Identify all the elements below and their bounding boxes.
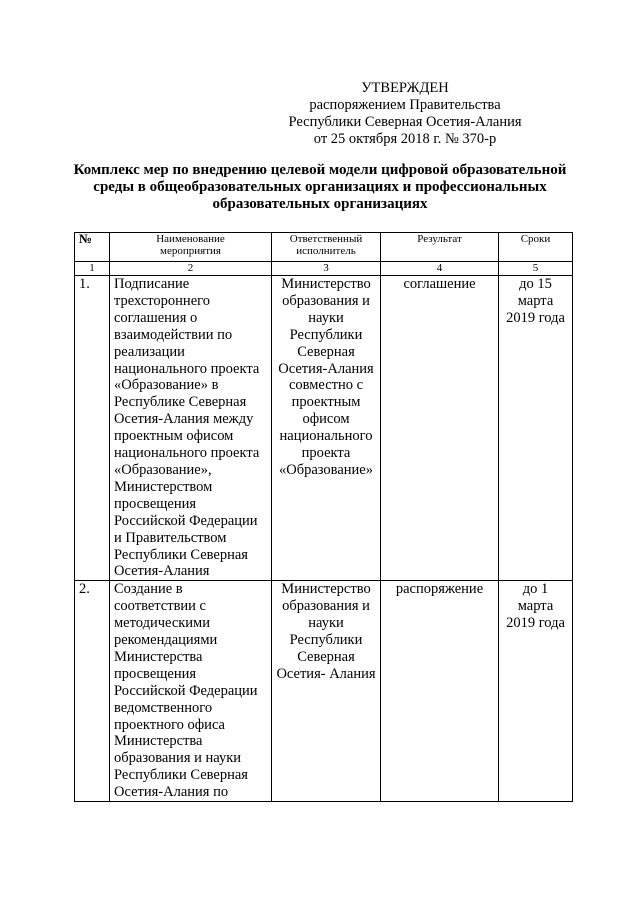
measure-name-line: Осетия-Алания по (114, 784, 229, 801)
measure-name-line: Республики Северная (114, 546, 248, 563)
measure-name-line: Министерства (114, 733, 203, 750)
measure-name (110, 276, 272, 581)
document-title (60, 162, 580, 213)
responsible-executor-line: Республики (289, 632, 363, 649)
header-executor-line: Ответственный (289, 233, 363, 245)
header-num: № (75, 233, 110, 262)
measure-name-line: Республики Северная (114, 767, 248, 784)
responsible-executor-line: науки (308, 615, 344, 632)
responsible-executor-line: офисом (302, 411, 350, 428)
table-row (75, 581, 573, 802)
header-result: Результат (381, 233, 499, 262)
title-line: образовательных организациях (212, 196, 428, 212)
header-name (110, 233, 272, 262)
measure-name-line: соглашения о (114, 309, 198, 326)
responsible-executor (272, 581, 381, 802)
row-number: 1. (75, 276, 110, 581)
responsible-executor-line: Осетия- Алания (276, 665, 376, 682)
measure-name-line: Республике Северная (114, 394, 247, 411)
approval-line: УТВЕРЖДЕН (361, 80, 449, 96)
result-value-line: соглашение (403, 276, 476, 292)
column-number: 3 (272, 262, 381, 276)
column-number: 5 (499, 262, 573, 276)
measure-name-line: соответствии с (114, 598, 206, 615)
responsible-executor-line: проектным (291, 394, 361, 411)
column-number: 2 (110, 262, 272, 276)
header-term: Сроки (499, 233, 573, 262)
title-line: Комплекс мер по внедрению целевой модели цифровой образовательной (73, 162, 567, 178)
responsible-executor-line: Министерство (281, 581, 371, 598)
measure-name (110, 581, 272, 802)
header-name-line: мероприятия (160, 245, 221, 257)
deadline-line: 2019 года (506, 309, 565, 326)
deadline (499, 581, 573, 802)
measures-table (74, 232, 573, 802)
responsible-executor-line: образования и (282, 598, 370, 615)
responsible-executor (272, 276, 381, 581)
measure-name-line: взаимодействии по (114, 326, 233, 343)
measure-name-line: и Правительством (114, 529, 227, 546)
responsible-executor-line: образования и (282, 292, 370, 309)
measure-name-line: трехстороннего (114, 292, 210, 309)
responsible-executor-line: Министерство (281, 276, 371, 292)
measure-name-line: «Образование», (114, 461, 212, 478)
row-number: 2. (75, 581, 110, 802)
column-number: 1 (75, 262, 110, 276)
header-executor-line: исполнитель (296, 245, 356, 257)
measure-name-line: проектным офисом (114, 428, 234, 445)
approval-line: от 25 октября 2018 г. № 370-р (313, 131, 497, 147)
responsible-executor-line: Осетия-Алания (278, 360, 374, 377)
measure-name-line: Осетия-Алания (114, 563, 210, 580)
table-header-row (75, 233, 573, 262)
column-number: 4 (381, 262, 499, 276)
responsible-executor-line: Северная (297, 343, 355, 360)
result-value-line: распоряжение (395, 581, 484, 598)
column-number-row (75, 262, 573, 276)
measure-name-line: Министерством (114, 478, 213, 495)
title-line: среды в общеобразовательных организациях и профессиональных (93, 179, 547, 195)
deadline-line: марта (517, 598, 554, 615)
measure-name-line: «Образование» в (114, 377, 219, 394)
result-value (381, 276, 499, 581)
measure-name-line: методическими (114, 615, 210, 632)
measure-name-line: Российской Федерации (114, 512, 258, 529)
responsible-executor-line: науки (308, 309, 344, 326)
measure-name-line: национального проекта (114, 360, 260, 377)
measure-name-line: Министерства (114, 648, 203, 665)
deadline (499, 276, 573, 581)
deadline-line: марта (517, 292, 554, 309)
deadline-line: до 15 (519, 276, 552, 292)
measure-name-line: проектного офиса (114, 716, 225, 733)
table-row (75, 276, 573, 581)
header-executor (272, 233, 381, 262)
responsible-executor-line: проекта (301, 445, 351, 462)
measure-name-line: Российской Федерации (114, 682, 258, 699)
deadline-line: 2019 года (506, 615, 565, 632)
result-value (381, 581, 499, 802)
measure-name-line: ведомственного (114, 699, 213, 716)
measure-name-line: Осетия-Алания между (114, 411, 254, 428)
header-name-line: Наименование (156, 233, 225, 245)
measure-name-line: просвещения (114, 495, 197, 512)
responsible-executor-line: национального (279, 428, 373, 445)
responsible-executor-line: «Образование» (279, 461, 373, 478)
measure-name-line: образования и науки (114, 750, 242, 767)
measure-name-line: национального проекта (114, 445, 260, 462)
measure-name-line: Подписание (114, 276, 190, 292)
approval-line: распоряжением Правительства (309, 97, 501, 113)
responsible-executor-line: Республики (289, 326, 363, 343)
approval-stamp (240, 80, 570, 148)
measure-name-line: рекомендациями (114, 632, 218, 649)
responsible-executor-line: совместно с (288, 377, 364, 394)
deadline-line: до 1 (522, 581, 549, 598)
responsible-executor-line: Северная (297, 648, 355, 665)
measure-name-line: реализации (114, 343, 185, 360)
measure-name-line: Создание в (114, 581, 183, 598)
approval-line: Республики Северная Осетия-Алания (288, 114, 522, 130)
measure-name-line: просвещения (114, 665, 197, 682)
